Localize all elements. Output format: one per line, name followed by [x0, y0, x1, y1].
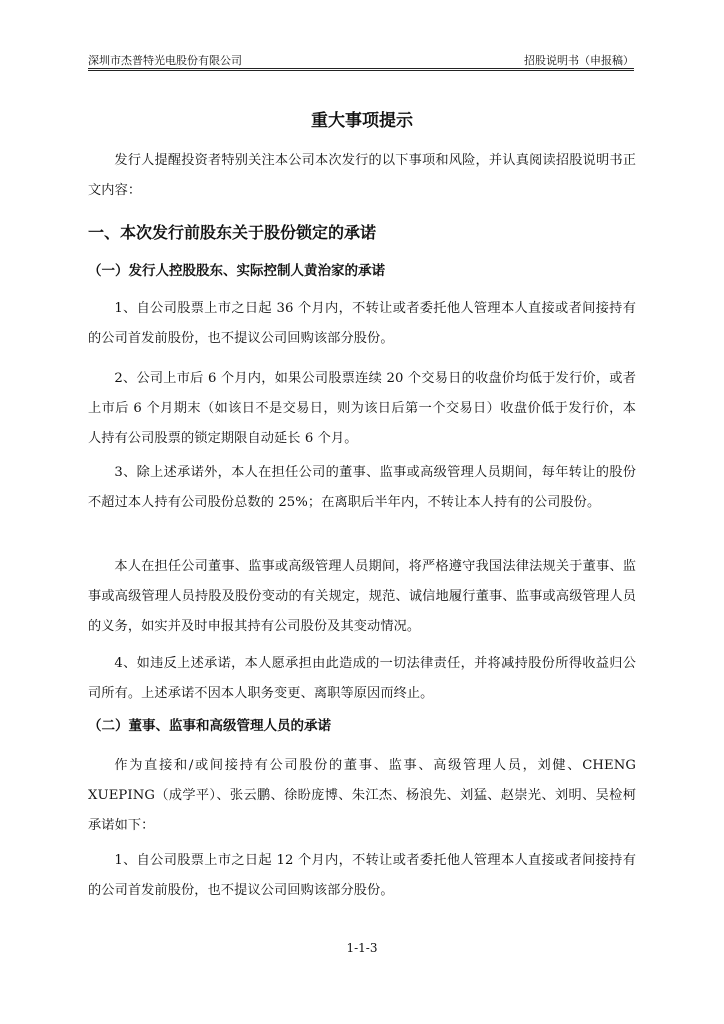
sub2-paragraph-1: 作为直接和/或间接持有公司股份的董事、监事、高级管理人员，刘健、CHENG XUEPING（成学平）、张云鹏、徐盼庞博、朱江杰、杨浪先、刘猛、赵崇光、刘明、吴检柯承诺如下： — [88, 758, 636, 833]
header-rule — [88, 70, 634, 71]
subsection-2-heading: （二）董事、监事和高级管理人员的承诺 — [88, 718, 331, 734]
page-number: 1-1-3 — [346, 941, 378, 955]
section-1-heading: 一、本次发行前股东关于股份锁定的承诺 — [88, 223, 377, 242]
page-header — [88, 50, 634, 69]
sub2-paragraph-2: 1、自公司股票上市之日起 12 个月内，不转让或者委托他人管理本人直接或者间接持有的公司首发前股份，也不提议公司回购该部分股份。 — [88, 853, 636, 898]
header-doc-type: 招股说明书（申报稿） — [524, 54, 634, 67]
sub1-paragraph-5: 4、如违反上述承诺，本人愿承担由此造成的一切法律责任，并将减持股份所得收益归公司所有。上述承诺不因本人职务变更、离职等原因而终止。 — [88, 656, 636, 701]
sub1-paragraph-4: 本人在担任公司董事、监事或高级管理人员期间，将严格遵守我国法律法规关于董事、监事或高级管理人员持股及股份变动的有关规定，规范、诚信地履行董事、监事或高级管理人员的义务，如实并及时申报其持有公司股份及其变动情况。 — [88, 559, 636, 634]
subsection-1-heading: （一）发行人控股股东、实际控制人黄治家的承诺 — [88, 263, 385, 279]
sub1-paragraph-2: 2、公司上市后 6 个月内，如果公司股票连续 20 个交易日的收盘价均低于发行价，或者上市后 6 个月期末（如该日不是交易日，则为该日后第一个交易日）收盘价低于发行价，本人持有公司股票的锁定期限自动延长 6 个月。 — [88, 371, 636, 446]
sub1-paragraph-1: 1、自公司股票上市之日起 36 个月内，不转让或者委托他人管理本人直接或者间接持有的公司首发前股份，也不提议公司回购该部分股份。 — [88, 301, 636, 346]
page-title: 重大事项提示 — [311, 111, 413, 131]
sub1-paragraph-3: 3、除上述承诺外，本人在担任公司的董事、监事或高级管理人员期间，每年转让的股份不超过本人持有公司股份总数的 25%；在离职后半年内，不转让本人持有的公司股份。 — [88, 465, 636, 510]
header-company: 深圳市杰普特光电股份有限公司 — [88, 54, 242, 67]
intro-paragraph: 发行人提醒投资者特别关注本公司本次发行的以下事项和风险，并认真阅读招股说明书正文内容： — [88, 153, 636, 198]
